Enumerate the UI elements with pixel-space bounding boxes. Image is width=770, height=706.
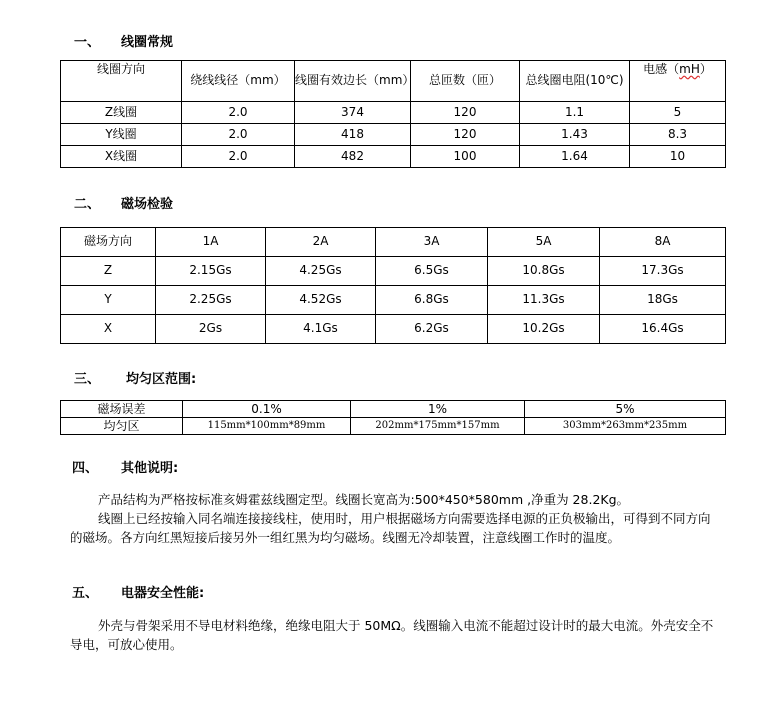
- field-test-table: [60, 227, 726, 344]
- table-cell: 374: [295, 102, 411, 124]
- table-cell: Z线圈: [61, 102, 182, 124]
- table-cell: 10: [630, 146, 726, 168]
- table-cell: 6.5Gs: [376, 257, 488, 286]
- table-header-row: [61, 401, 726, 418]
- table-cell: 4.52Gs: [266, 286, 376, 315]
- table-cell: 5: [630, 102, 726, 124]
- table-cell: 120: [411, 124, 520, 146]
- table-cell: 418: [295, 124, 411, 146]
- table-cell: 303mm*263mm*235mm: [525, 418, 726, 435]
- header-cell: 2A: [266, 228, 376, 257]
- table-cell: 115mm*100mm*89mm: [183, 418, 351, 435]
- header-cell: 磁场误差: [61, 401, 183, 418]
- header-cell: 1%: [351, 401, 525, 418]
- table-row: [61, 146, 726, 168]
- table-cell: 1.64: [520, 146, 630, 168]
- header-cell: 总线圈电阻(10℃): [520, 61, 630, 102]
- table-cell: 均匀区: [61, 418, 183, 435]
- table-cell: 11.3Gs: [488, 286, 600, 315]
- table-cell: 6.8Gs: [376, 286, 488, 315]
- table-cell: 2.0: [182, 146, 295, 168]
- section-title: 均匀区范围:: [126, 372, 197, 387]
- header-close: ）: [699, 62, 712, 76]
- section-title: 线圈常规: [121, 35, 174, 50]
- table-header-row: [61, 61, 726, 102]
- section-heading-2: [74, 193, 174, 212]
- safety-paragraph: 外壳与骨架采用不导电材料绝缘，绝缘电阻大于 50MΩ。线圈输入电流不能超过设计时的最大电流。外壳安全不导电，可放心使用。: [70, 618, 714, 652]
- table-cell: 100: [411, 146, 520, 168]
- section-title: 磁场检验: [121, 197, 174, 212]
- table-cell: 2.0: [182, 102, 295, 124]
- table-cell: 4.25Gs: [266, 257, 376, 286]
- table-cell: 1.43: [520, 124, 630, 146]
- unit-text: mH: [679, 62, 700, 76]
- uniform-zone-table: [60, 400, 726, 435]
- table-row: [61, 418, 726, 435]
- table-cell: 17.3Gs: [600, 257, 726, 286]
- header-cell-inductance: [630, 61, 726, 102]
- table-cell: X线圈: [61, 146, 182, 168]
- table-row: [61, 124, 726, 146]
- header-cell: 5%: [525, 401, 726, 418]
- table-cell: 10.8Gs: [488, 257, 600, 286]
- section-number: 五、: [72, 586, 99, 601]
- table-cell: 10.2Gs: [488, 315, 600, 344]
- table-cell: Y线圈: [61, 124, 182, 146]
- table-cell: 6.2Gs: [376, 315, 488, 344]
- section-title: 电器安全性能:: [121, 586, 205, 601]
- table-cell: 1.1: [520, 102, 630, 124]
- coil-parameters-table: [60, 60, 726, 168]
- header-cell: 3A: [376, 228, 488, 257]
- table-cell: 2.25Gs: [156, 286, 266, 315]
- notes-paragraph-1: 产品结构为严格按标准亥姆霍兹线圈定型。线圈长宽高为:500*450*580mm ,净重为 28.2Kg。: [98, 492, 630, 507]
- header-cell: 绕线线径（mm）: [182, 61, 295, 102]
- section-heading-5: [72, 582, 205, 601]
- header-text: 电感（: [643, 62, 680, 76]
- section-number: 三、: [74, 372, 101, 387]
- section-number: 二、: [74, 197, 101, 212]
- header-cell: 线圈方向: [61, 61, 182, 102]
- table-cell: 482: [295, 146, 411, 168]
- section-number: 四、: [72, 461, 99, 476]
- section-heading-3: [74, 368, 197, 387]
- header-cell: 8A: [600, 228, 726, 257]
- table-header-row: [61, 228, 726, 257]
- section-number: 一、: [74, 35, 101, 50]
- table-cell: 4.1Gs: [266, 315, 376, 344]
- table-cell: 120: [411, 102, 520, 124]
- header-cell: 磁场方向: [61, 228, 156, 257]
- table-row: [61, 257, 726, 286]
- table-cell: 18Gs: [600, 286, 726, 315]
- header-cell: 线圈有效边长（mm）: [295, 61, 411, 102]
- section-heading-1: [74, 31, 174, 50]
- table-cell: 2.0: [182, 124, 295, 146]
- table-row: [61, 315, 726, 344]
- notes-paragraph-2: 线圈上已经按输入同名端连接接线柱，使用时，用户根据磁场方向需要选择电源的正负极输出，可得到不同方向的磁场。各方向红黑短接后接另外一组红黑为均匀磁场。线圈无冷却装置，注意线圈工作时的温度。: [70, 511, 711, 545]
- table-cell: 16.4Gs: [600, 315, 726, 344]
- table-row: [61, 102, 726, 124]
- table-cell: X: [61, 315, 156, 344]
- table-row: [61, 286, 726, 315]
- section-heading-4: [72, 457, 179, 476]
- table-cell: 202mm*175mm*157mm: [351, 418, 525, 435]
- table-cell: 8.3: [630, 124, 726, 146]
- table-cell: 2.15Gs: [156, 257, 266, 286]
- section-title: 其他说明:: [121, 461, 179, 476]
- table-cell: Z: [61, 257, 156, 286]
- table-cell: Y: [61, 286, 156, 315]
- header-cell: 0.1%: [183, 401, 351, 418]
- header-cell: 总匝数（匝）: [411, 61, 520, 102]
- header-cell: 1A: [156, 228, 266, 257]
- header-cell: 5A: [488, 228, 600, 257]
- table-cell: 2Gs: [156, 315, 266, 344]
